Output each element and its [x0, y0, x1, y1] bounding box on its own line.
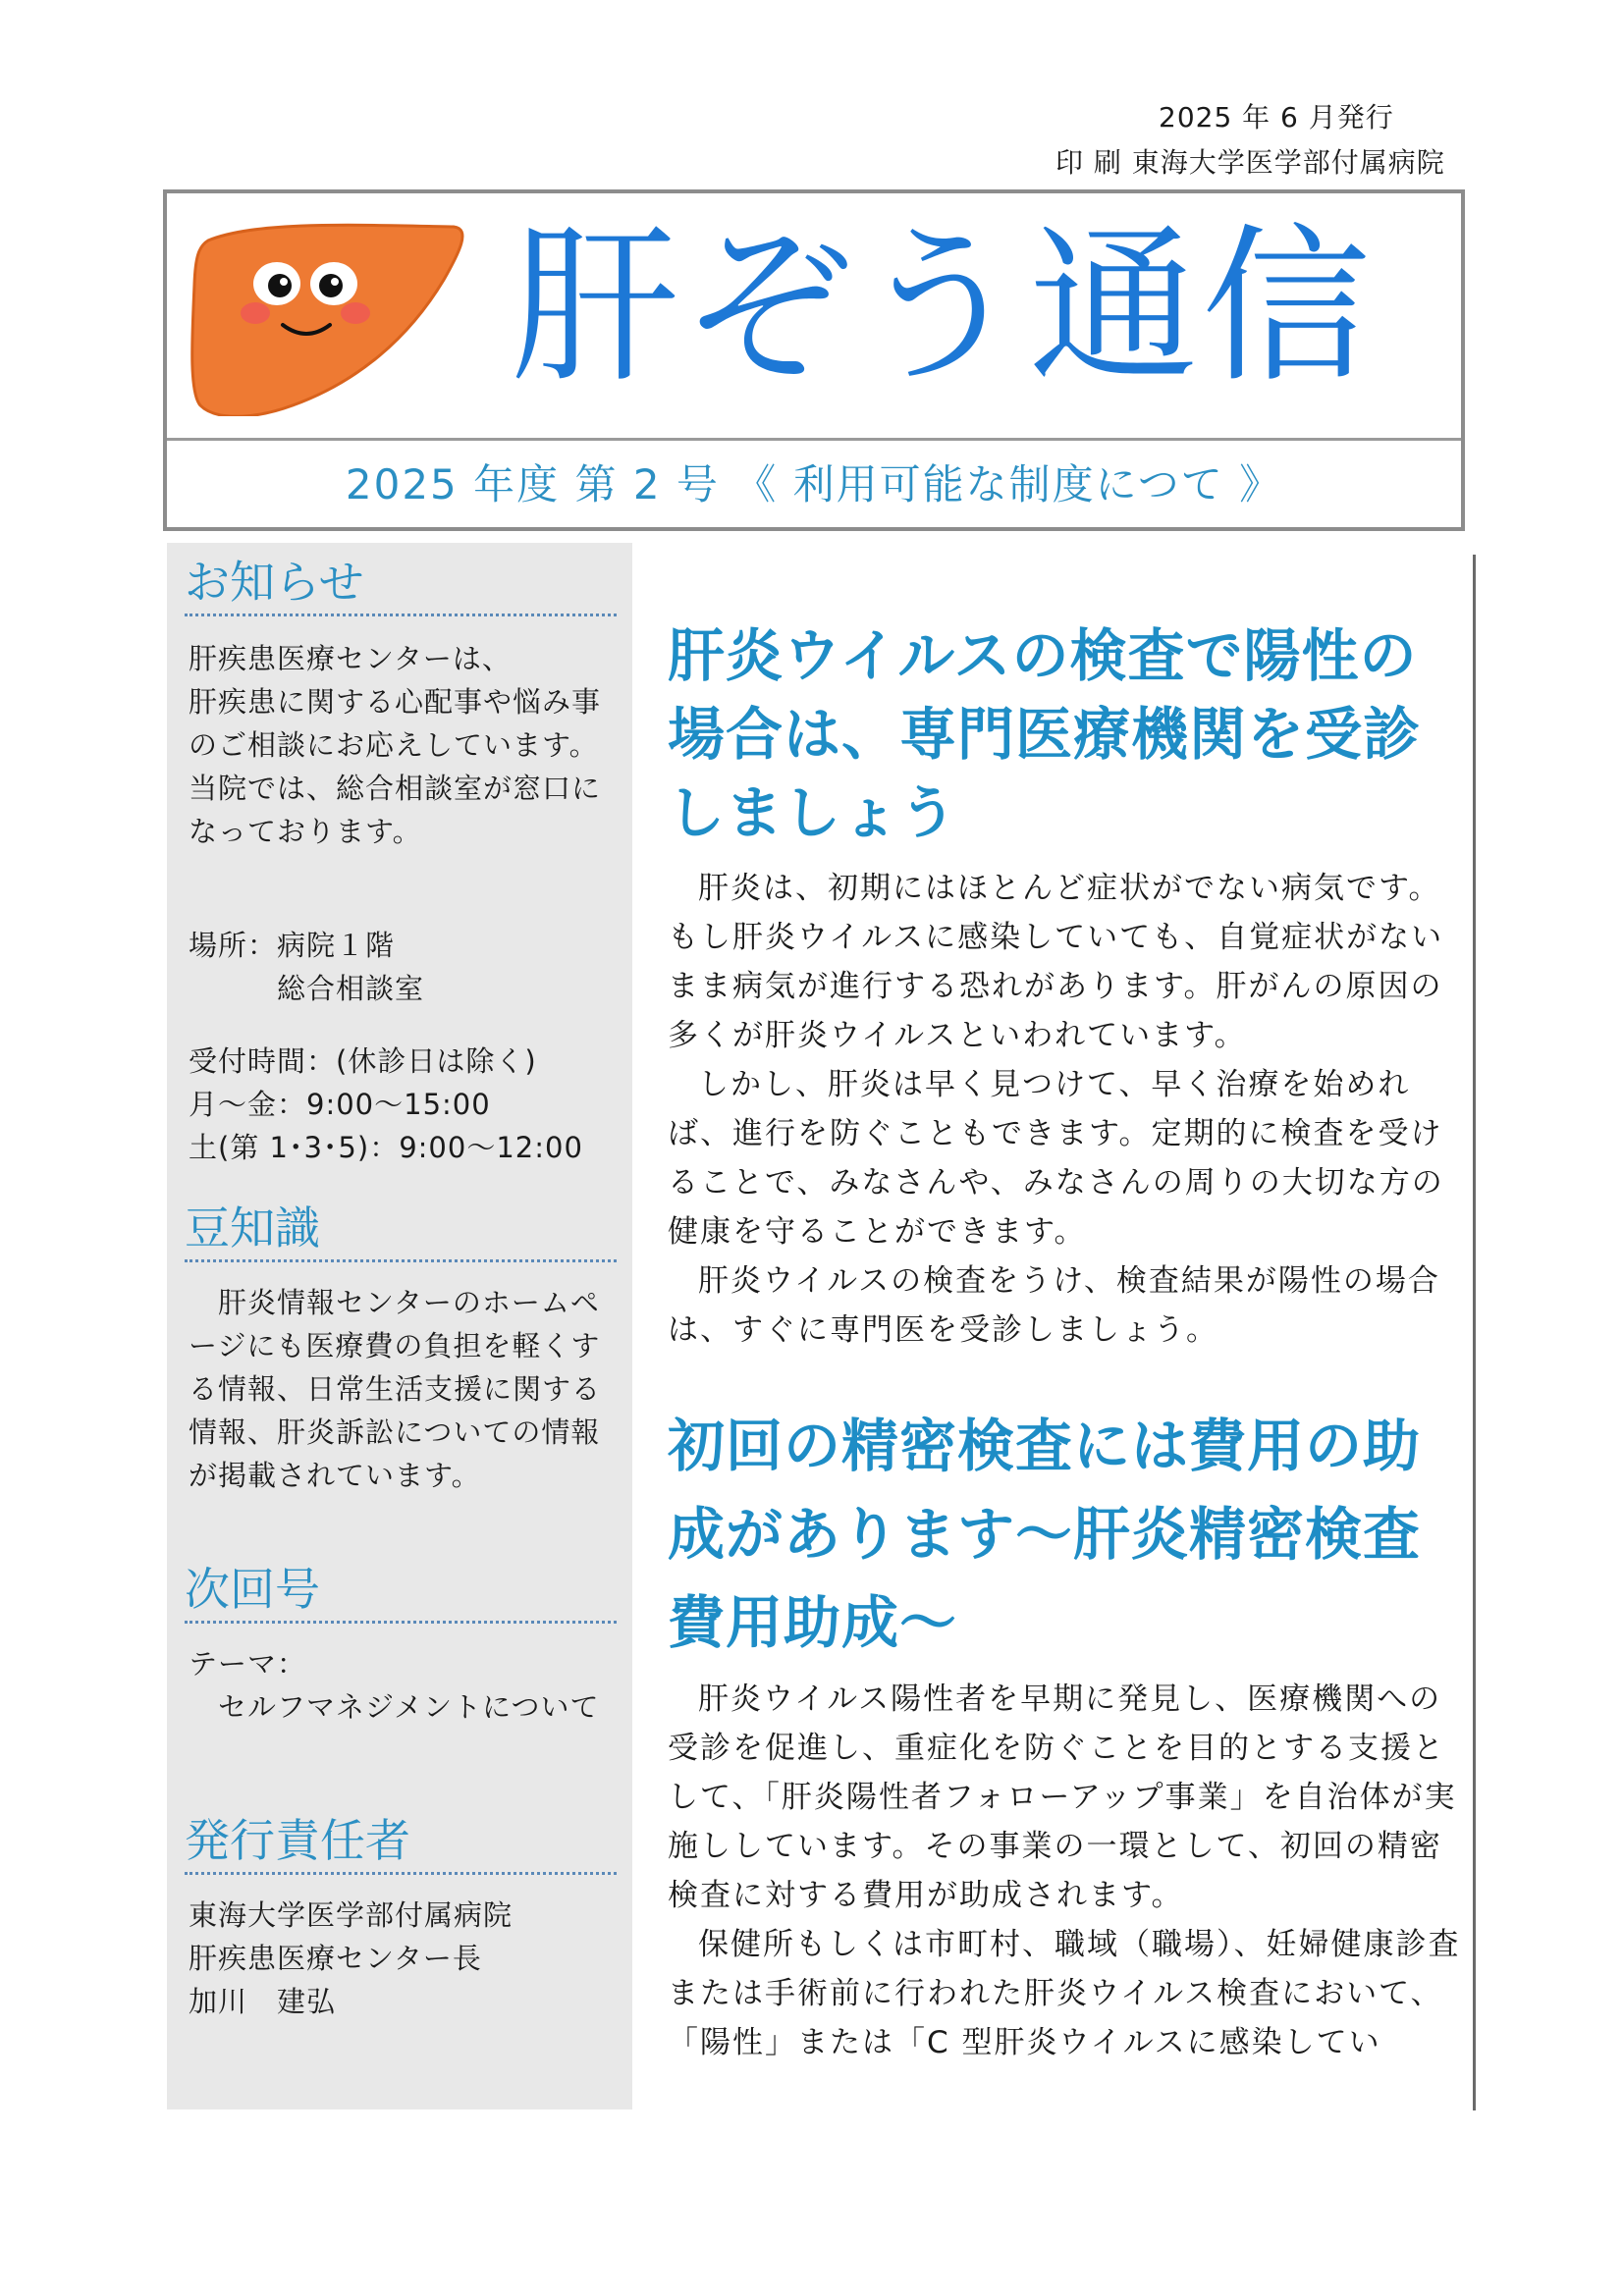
next-issue-heading: 次回号	[185, 1562, 617, 1624]
liver-character-icon	[187, 215, 466, 416]
article2-paragraph: 肝炎ウイルス陽性者を早期に発見し、医療機関への受診を促進し、重症化を防ぐことを目的とする支援として、「肝炎陽性者フォローアップ事業」を自治体が実施ししています。その事業の一環として、初回の精密検査に対する費用が助成されます。	[668, 1682, 1457, 1913]
article1-paragraph: しかし、肝炎は早く見つけて、早く治療を始めれば、進行を防ぐこともできます。定期的に検査を受けることで、みなさんや、みなさんの周りの大切な方の健康を守ることができます。	[668, 1067, 1444, 1250]
notice-body: 肝疾患医療センターは、 肝疾患に関する心配事や悩み事のご相談にお応えしています。 当院では、総合相談室が窓口になっております。	[189, 642, 602, 848]
article2-heading: 初回の精密検査には費用の助成があります～肝炎精密検査費用助成～	[668, 1413, 1422, 1656]
article1-heading: 肝炎ウイルスの検査で陽性の場合は、専門医療機関を受診しましょう	[668, 622, 1422, 846]
article1-paragraph: 肝炎ウイルスの検査をうけ、検査結果が陽性の場合は、すぐに専門医を受診しましょう。	[668, 1263, 1440, 1348]
notice-location: 場所：病院１階 総合相談室	[189, 929, 425, 1005]
article1-paragraph: 肝炎は、初期にはほとんど症状がでない病気です。もし肝炎ウイルスに感染していても、自覚症状がないまま病気が進行する恐れがあります。肝がんの原因の多くが肝炎ウイルスといわれています。	[668, 871, 1444, 1053]
article2-paragraph: 保健所もしくは市町村、職域（職場）、妊婦健康診査または手術前に行われた肝炎ウイルス検査において、「陽性」または「C 型肝炎ウイルスに感染してい	[668, 1927, 1461, 2060]
issue-line: 2025 年度 第 2 号 《 利用可能な制度につて 》	[345, 460, 1283, 508]
main-column	[668, 616, 1465, 2067]
notice-hours: 受付時間：(休診日は除く) 月～金：9:00～15:00 土(第 1･3･5)：9:00～12:00	[189, 1044, 583, 1164]
masthead	[163, 189, 1465, 531]
publish-date: 2025 年 6 月発行	[1159, 101, 1394, 133]
publisher-heading: 発行責任者	[185, 1813, 617, 1875]
notice-heading: お知らせ	[185, 555, 617, 616]
column-rule	[1473, 555, 1476, 2110]
masthead-divider	[167, 438, 1461, 441]
next-issue-body: テーマ： セルフマネジメントについて	[189, 1647, 600, 1724]
newsletter-title: 肝ぞう通信	[511, 208, 1375, 405]
publisher-body: 東海大学医学部付属病院 肝疾患医療センター長 加川 建弘	[189, 1898, 514, 2018]
sidebar	[167, 543, 632, 2109]
trivia-heading: 豆知識	[185, 1201, 617, 1262]
printer-credit: 印 刷 東海大学医学部付属病院	[1055, 146, 1445, 179]
trivia-body: 肝炎情報センターのホームページにも医療費の負担を軽くする情報、日常生活支援に関する情報、肝炎訴訟についての情報が掲載されています。	[189, 1286, 602, 1492]
